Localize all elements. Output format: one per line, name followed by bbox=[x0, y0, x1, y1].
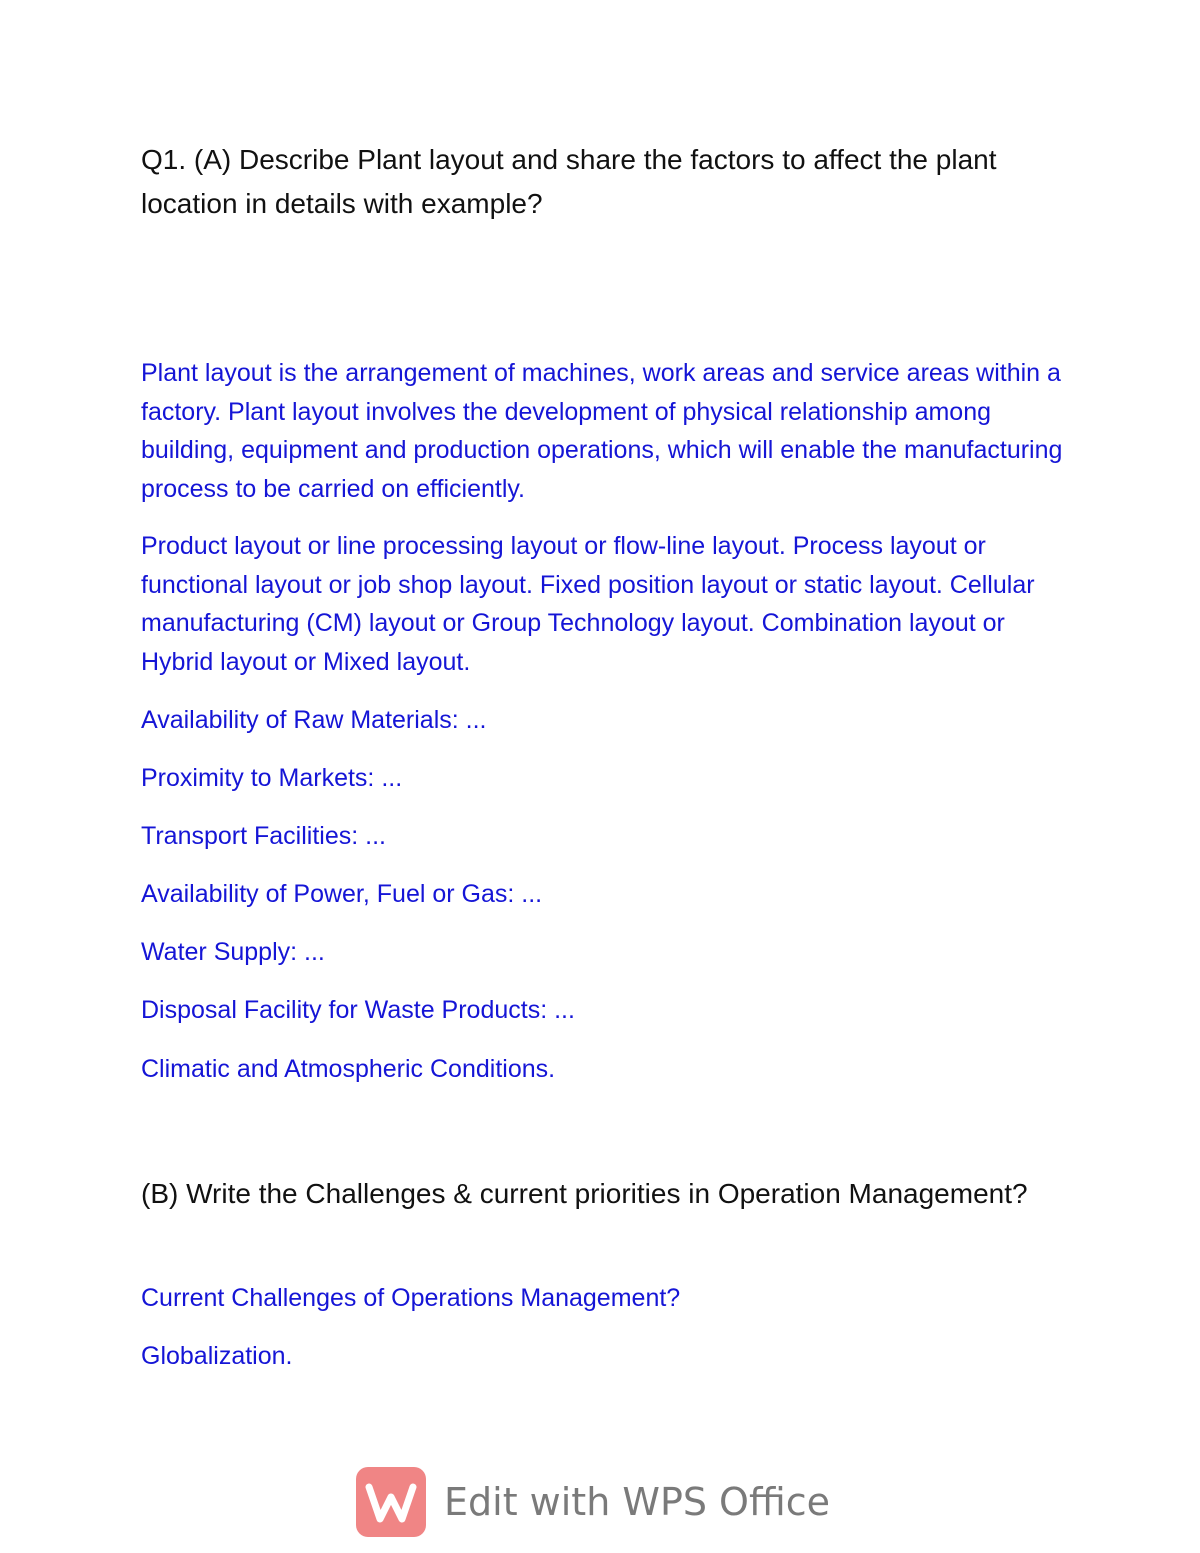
factor-item: Availability of Power, Fuel or Gas: ... bbox=[141, 880, 543, 908]
wps-watermark-label: Edit with WPS Office bbox=[444, 1480, 830, 1524]
wps-watermark[interactable] bbox=[356, 1464, 846, 1540]
challenge-item: Globalization. bbox=[141, 1342, 293, 1370]
factor-item: Transport Facilities: ... bbox=[141, 822, 386, 850]
question-1-heading: Q1. (A) Describe Plant layout and share the factors to affect the plant location in details with example? bbox=[141, 144, 997, 219]
factor-item: Availability of Raw Materials: ... bbox=[141, 706, 487, 734]
question-b-heading: (B) Write the Challenges & current priorities in Operation Management? bbox=[141, 1178, 1028, 1209]
factor-item: Proximity to Markets: ... bbox=[141, 764, 403, 792]
factor-item: Climatic and Atmospheric Conditions. bbox=[141, 1055, 556, 1083]
layout-types-paragraph: Product layout or line processing layout or flow-line layout. Process layout or functional layout or job shop layout. Fixed position layout or static layout. Cellular manufacturing (CM) layout or Group Technology layout. Combination layout or Hybrid layout or Mixed layout. bbox=[141, 532, 1035, 676]
plant-layout-definition: Plant layout is the arrangement of machines, work areas and service areas within a factory. Plant layout involves the development of physical relationship among building, equipment and production operations, which will enable the manufacturing process to be carried on efficiently. bbox=[141, 359, 1063, 503]
challenge-item: Current Challenges of Operations Management? bbox=[141, 1284, 681, 1312]
wps-logo-icon bbox=[356, 1467, 426, 1537]
factor-item: Water Supply: ... bbox=[141, 938, 325, 966]
factor-item: Disposal Facility for Waste Products: ... bbox=[141, 996, 575, 1024]
